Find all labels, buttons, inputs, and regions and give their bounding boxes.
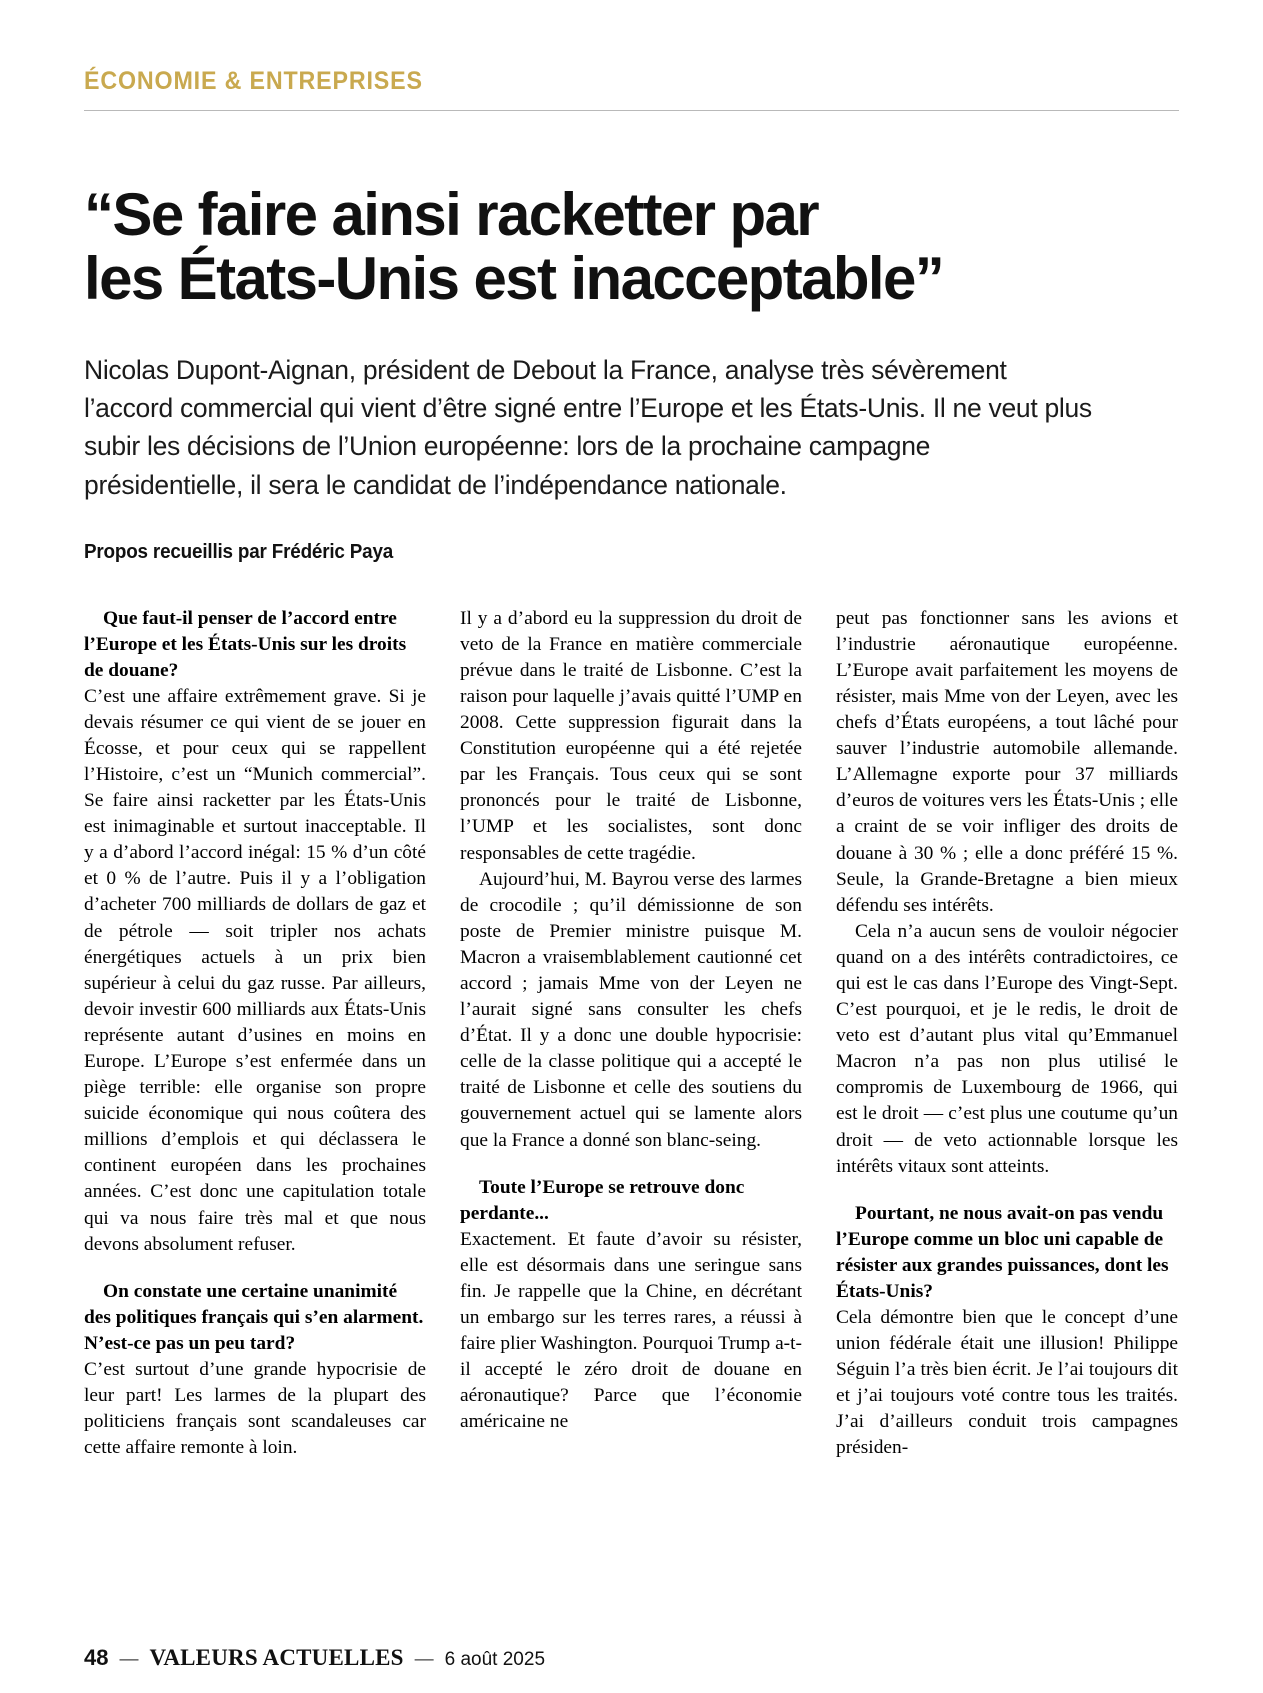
- footer-dash: —: [414, 1649, 434, 1670]
- page-number: 48: [84, 1645, 109, 1670]
- body-column-2: [460, 606, 802, 1511]
- interview-answer: Cela démontre bien que le concept d’une union fédérale était une illusion! Philippe Séguin l’a très bien écrit. Je l’ai toujours dit et j’ai toujours voté contre tous les traités. J’ai d’ailleurs conduit trois campagnes présiden-: [836, 1306, 1178, 1459]
- interview-answer: C’est surtout d’une grande hypocrisie de leur part! Les larmes de la plupart des politiciens français sont scandaleuses car cette affaire remonte à loin.: [84, 1358, 426, 1459]
- section-kicker: ÉCONOMIE & ENTREPRISES: [84, 67, 423, 95]
- interview-question: On constate une certaine unanimité des politiques français qui s’en alarment. N’est-ce pas un peu tard?: [84, 1280, 424, 1354]
- body-column-3: [836, 606, 1178, 1511]
- issue-date: 6 août 2025: [444, 1649, 546, 1670]
- footer-dash: —: [119, 1649, 139, 1670]
- header-divider: [84, 110, 1179, 111]
- interview-answer: Exactement. Et faute d’avoir su résister, elle est désormais dans une seringue sans fin. Je rappelle que la Chine, en décrétant un embargo sur les terres rares, a réussi à faire plier Washington. Pourquoi Trump a-t-il accepté le zéro droit de douane en aéronautique? Parce que l’économie américaine ne: [460, 1228, 802, 1433]
- article-standfirst: Nicolas Dupont-Aignan, président de Debout la France, analyse très sévèrement l’accord commercial qui vient d’être signé entre l’Europe et les États-Unis. Il ne veut plus subir les décisions de l’Union européenne: lors de la prochaine campagne présidentielle, il sera le candidat de l’indépendance nationale.: [84, 355, 1092, 500]
- body-paragraph: Aujourd’hui, M. Bayrou verse des larmes de crocodile ; qu’il démissionne de son poste de Premier ministre puisque M. Macron a vraisemblablement cautionné cet accord ; jamais Mme von der Leyen ne l’aurait signé sans consulter les chefs d’État. Il y a donc une double hypocrisie: celle de la classe politique qui a accepté le traité de Lisbonne et celle des soutiens du gouvernement actuel qui se lamente alors que la France a donné son blanc-seing.: [460, 868, 802, 1151]
- page-footer: [84, 1645, 545, 1671]
- body-paragraph: Il y a d’abord eu la suppression du droit de veto de la France en matière commerciale prévue dans le traité de Lisbonne. C’est la raison pour laquelle j’avais quitté l’UMP en 2008. Cette suppression figurait dans la Constitution européenne qui a été rejetée par les Français. Tous ceux qui se sont prononcés pour le traité de Lisbonne, l’UMP et les socialistes, sont donc responsables de cette tragédie.: [460, 607, 802, 864]
- publication-name: VALEURS ACTUELLES: [149, 1645, 404, 1670]
- body-column-1: [84, 606, 426, 1511]
- headline-line-2: les États-Unis est inacceptable”: [84, 244, 944, 312]
- headline-line-1: “Se faire ainsi racketter par: [84, 180, 819, 248]
- interview-question: Que faut-il penser de l’accord entre l’Europe et les États-Unis sur les droits de douane?: [84, 607, 407, 681]
- page-title: [84, 180, 1179, 312]
- interview-answer: C’est une affaire extrêmement grave. Si je devais résumer ce qui vient de se jouer en Écosse, et pour ceux qui se rappellent l’Histoire, c’est un “Munich commercial”. Se faire ainsi racketter par les États-Unis est inimaginable et surtout inacceptable. Il y a d’abord l’accord inégal: 15 % d’un côté et 0 % de l’autre. Puis il y a l’obligation d’acheter 700 milliards de dollars de gaz et de pétrole — soit tripler nos achats énergétiques actuels à un prix bien supérieur à celui du gaz russe. Par ailleurs, devoir investir 600 milliards aux États-Unis représente autant d’usines en moins en Europe. L’Europe s’est enfermée dans un piège terrible: elle organise son propre suicide économique qui nous coûtera des millions d’emplois et qui déclassera le continent européen dans les prochaines années. C’est donc une capitulation totale qui va nous faire très mal et que nous devons absolument refuser.: [84, 685, 426, 1255]
- section-header: [84, 0, 1179, 111]
- article-byline: Propos recueillis par Frédéric Paya: [84, 539, 394, 563]
- body-paragraph: Cela n’a aucun sens de vouloir négocier quand on a des intérêts contradictoires, ce qui est le cas dans l’Europe des Vingt-Sept. C’est pourquoi, et je le redis, le droit de veto est d’autant plus vital qu’Emmanuel Macron n’a pas non plus utilisé le compromis de Luxembourg de 1966, qui est le droit — c’est plus une coutume qu’un droit — de veto actionnable lorsque les intérêts vitaux sont atteints.: [836, 920, 1178, 1177]
- body-paragraph: peut pas fonctionner sans les avions et l’industrie aéronautique européenne. L’Europe avait parfaitement les moyens de résister, mais Mme von der Leyen, avec les chefs d’États européens, a tout lâché pour sauver l’industrie automobile allemande. L’Allemagne exporte pour 37 milliards d’euros de voitures vers les États-Unis ; elle a craint de se voir infliger des droits de douane à 30 % ; elle a donc préféré 15 %. Seule, la Grande-Bretagne a bien mieux défendu ses intérêts.: [836, 607, 1178, 916]
- article-body: [84, 606, 1179, 1511]
- interview-question: Toute l’Europe se retrouve donc perdante...: [460, 1176, 745, 1224]
- interview-question: Pourtant, ne nous avait-on pas vendu l’Europe comme un bloc uni capable de résister aux grandes puissances, dont les États-Unis?: [836, 1202, 1169, 1302]
